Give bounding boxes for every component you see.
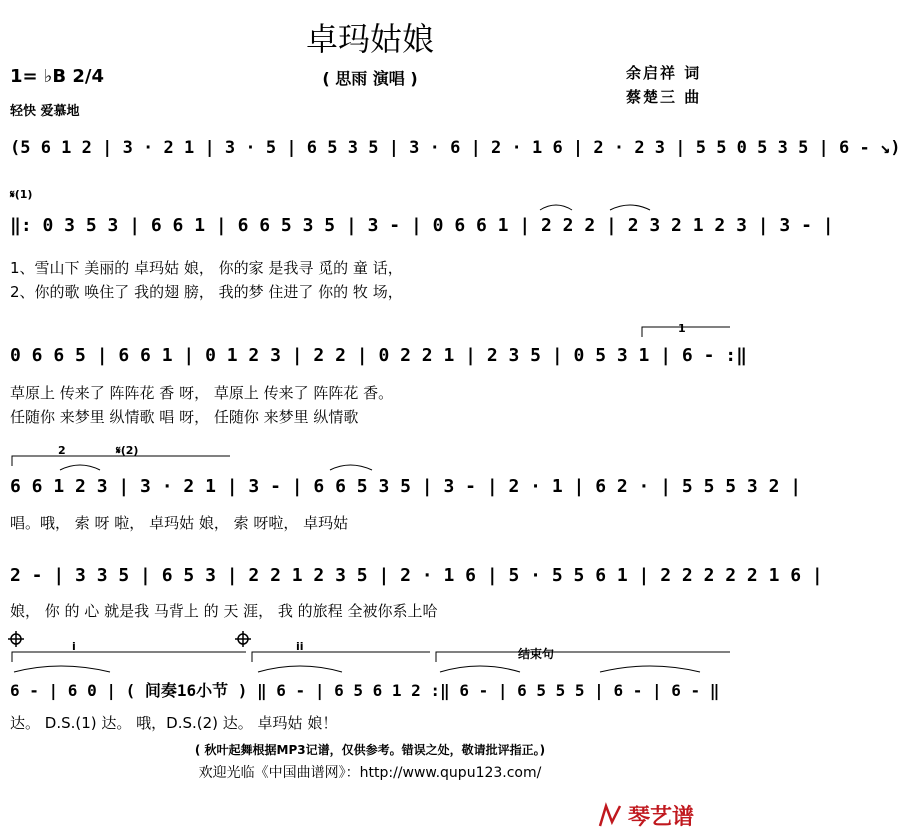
lyric-line-2-verse-2: 任随你 来梦里 纵情歌 唱 呀， 任随你 来梦里 纵情歌 [10, 408, 359, 426]
song-title: 卓玛姑娘 [305, 20, 434, 58]
coda-i-label: i [72, 640, 76, 653]
segno-2-mark: 𝄋(2) [116, 444, 139, 457]
lyric-line-1-verse-2: 2、你的歌 唤住了 我的翅 膀， 我的梦 住进了 你的 牧 场， [10, 283, 403, 301]
lyricist-credit: 余启祥 词 [626, 64, 702, 82]
lyric-line-2-verse-1: 草原上 传来了 阵阵花 香 呀， 草原上 传来了 阵阵花 香。 [10, 384, 394, 402]
composer-credit: 蔡楚三 曲 [626, 88, 702, 106]
lyric-line-3: 唱。哦， 索 呀 啦， 卓玛姑 娘， 索 呀啦， 卓玛姑 [10, 514, 349, 532]
key-signature: 1= ♭B 2/4 [10, 66, 104, 87]
staff-line-5: 6 - | 6 0 | ( 间奏16小节 ) ‖ 6 - | 6 5 6 1 2 :‖ 6 - | 6 5 5 5 | 6 - | 6 - ‖ [10, 681, 720, 700]
volta-1-label: 1 [678, 322, 686, 335]
brand-name: 琴艺谱 [628, 805, 695, 830]
site-link[interactable]: 欢迎光临《中国曲谱网》：http://www.qupu123.com/ [198, 765, 542, 781]
transcription-note: ( 秋叶起舞根据MP3记谱，仅供参考。错误之处，敬请批评指正。) [194, 743, 546, 757]
lyric-line-5: 达。 D.S.(1) 达。 哦，D.S.(2) 达。 卓玛姑 娘！ [10, 714, 338, 732]
staff-line-3: 6 6 1 2 3 | 3 · 2 1 | 3 - | 6 6 5 3 5 | 3 - | 2 · 1 | 6 2 · | 5 5 5 3 2 | [10, 476, 802, 497]
lyric-line-1-verse-1: 1、雪山下 美丽的 卓玛姑 娘， 你的家 是我寻 觅的 童 话， [10, 259, 403, 277]
lyric-line-4: 娘， 你 的 心 就是我 马背上 的 天 涯， 我 的旅程 全被你系上哈 [10, 602, 438, 620]
ending-label: 结束句 [518, 647, 555, 661]
staff-line-1: ‖: 0 3 5 3 | 6 6 1 | 6 6 5 3 5 | 3 - | 0 6 6 1 | 2 2 2 | 2 3 2 1 2 3 | 3 - | [10, 215, 834, 236]
brand-logo-icon [600, 806, 620, 826]
volta-2-label: 2 [58, 444, 66, 457]
staff-line-4: 2 - | 3 3 5 | 6 5 3 | 2 2 1 2 3 5 | 2 · 1 6 | 5 · 5 5 6 1 | 2 2 2 2 2 1 6 | [10, 565, 823, 586]
intro-notation: (5 6 1 2 | 3 · 2 1 | 3 · 5 | 6 5 3 5 | 3 · 6 | 2 · 1 6 | 2 · 2 3 | 5 5 0 5 3 5 | 6 - ↘) [10, 138, 900, 158]
coda-symbol-2 [235, 631, 251, 647]
coda-symbol-1 [8, 631, 24, 647]
coda-ii-label: ii [296, 640, 304, 653]
tempo-marking: 轻快 爱慕地 [10, 104, 80, 119]
staff-line-2: 0 6 6 5 | 6 6 1 | 0 1 2 3 | 2 2 | 0 2 2 1 | 2 3 5 | 0 5 3 1 | 6 - :‖ [10, 345, 747, 366]
singer-label: ( 思雨 演唱 ) [322, 69, 418, 88]
segno-1-mark: 𝄋(1) [10, 188, 33, 201]
